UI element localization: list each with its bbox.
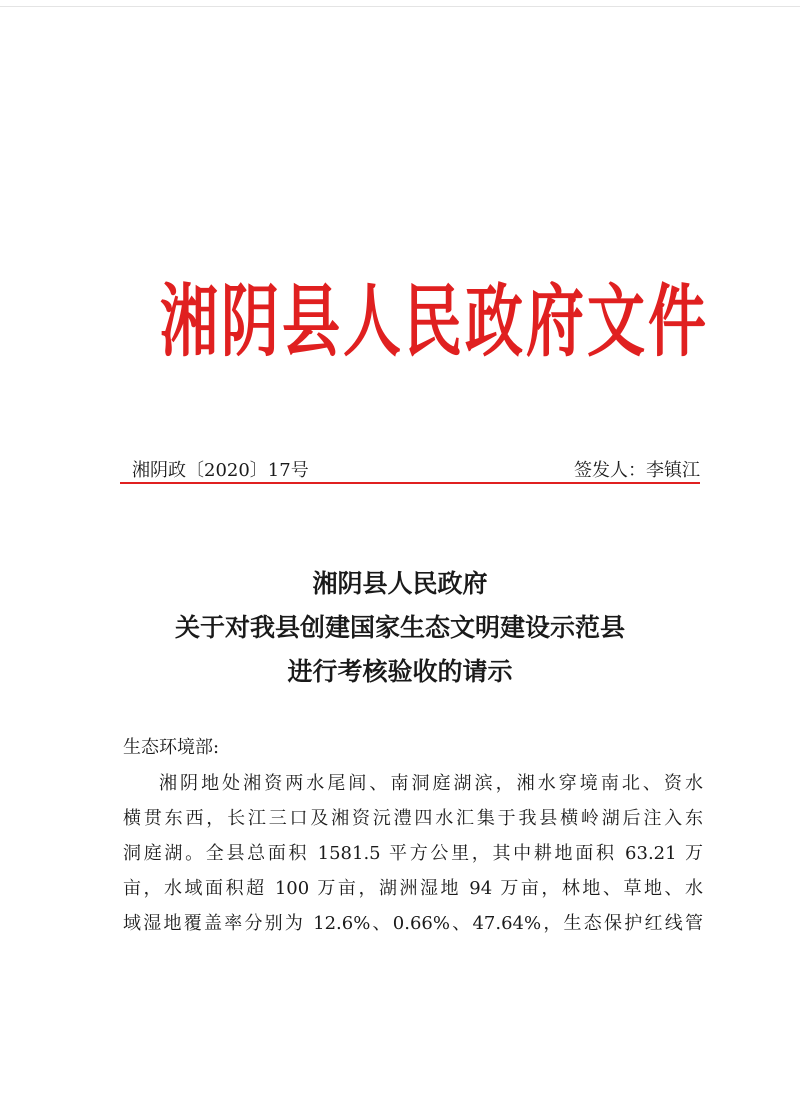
document-title xyxy=(100,562,700,694)
document-salutation: 生态环境部: xyxy=(123,737,220,758)
document-body xyxy=(123,766,703,941)
document-meta-row xyxy=(132,456,700,482)
body-line: 域湿地覆盖率分别为 12.6%、0.66%、47.64%，生态保护红线管 xyxy=(123,913,703,934)
document-number: 湘阴政〔2020〕17号 xyxy=(132,460,309,481)
scan-edge-line xyxy=(0,6,800,7)
document-signer: 签发人：李镇江 xyxy=(574,460,700,481)
red-divider-line xyxy=(120,482,700,484)
body-line: 横贯东西，长江三口及湘资沅澧四水汇集于我县横岭湖后注入东 xyxy=(123,808,703,829)
body-line: 湘阴地处湘资两水尾闾、南洞庭湖滨，湘水穿境南北、资水 xyxy=(159,773,703,794)
title-line-type: 进行考核验收的请示 xyxy=(287,657,513,686)
body-line: 洞庭湖。全县总面积 1581.5 平方公里，其中耕地面积 63.21 万 xyxy=(123,843,703,864)
body-line: 亩，水域面积超 100 万亩，湖洲湿地 94 万亩，林地、草地、水 xyxy=(123,878,703,899)
title-line-subject: 关于对我县创建国家生态文明建设示范县 xyxy=(174,613,625,642)
title-line-issuer: 湘阴县人民政府 xyxy=(312,569,488,598)
document-header-title: 湘阴县人民政府文件 xyxy=(160,275,710,368)
